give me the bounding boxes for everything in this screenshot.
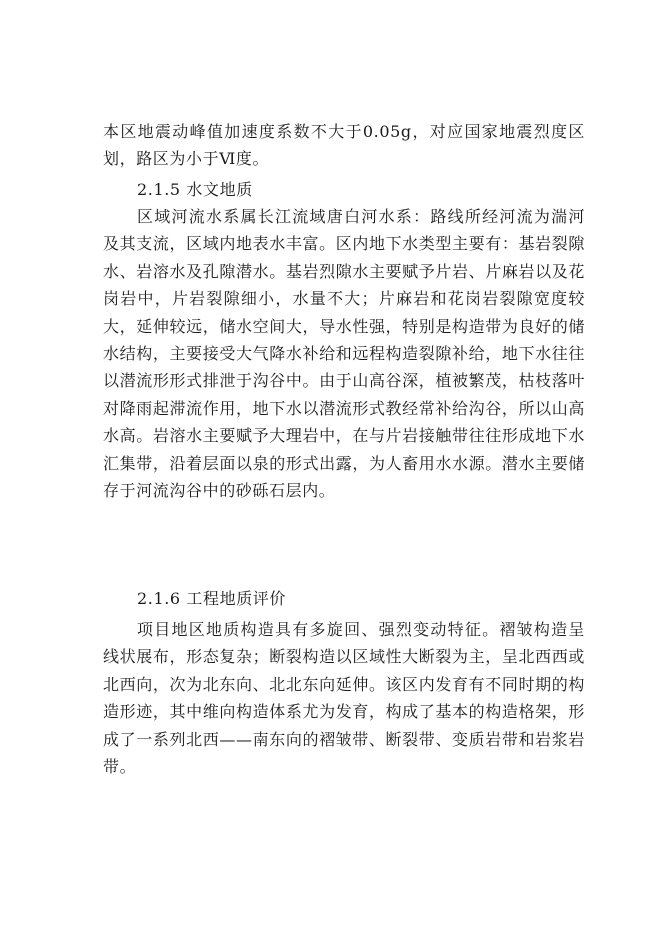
paragraph-hydrogeology: 区域河流水系属长江流域唐白河水系：路线所经河流为湍河及其支流，区域内地表水丰富。区内地下水类型主要有：基岩裂隙水、岩溶水及孔隙潜水。基岩烈隙水主要赋予片岩、片麻岩以及花岗岩中，片岩裂隙细小，水量不大；片麻岩和花岗岩裂隙宽度较大，延伸较远，储水空间大，导水性强，特别是构造带为良好的储水结构，主要接受大气降水补给和远程构造裂隙补给，地下水往往以潜流形形式排泄于沟谷中。由于山高谷深，植被繁茂，枯枝落叶对降雨起滞流作用，地下水以潜流形式教经常补给沟谷，所以山高水高。岩溶水主要赋予大理岩中，在与片岩接触带往往形成地下水汇集带，沿着层面以泉的形式出露，为人畜用水水源。潜水主要储存于河流沟谷中的砂砾石层内。 — [103, 207, 585, 501]
paragraph-seismic: 本区地震动峰值加速度系数不大于0.05g，对应国家地震烈度区划，路区为小于Ⅵ度。 — [103, 122, 585, 169]
paragraph-engineering-geology: 项目地区地质构造具有多旋回、强烈变动特征。褶皱构造呈线状展布，形态复杂；断裂构造以区域性大断裂为主，呈北西西或北西向，次为北东向、北北东向延伸。该区内发育有不同时期的构造形迹，其中维向构造体系尤为发育，构成了基本的构造格架，形成了一系列北西——南东向的褶皱带、断裂带、变质岩带和岩浆岩带。 — [103, 620, 585, 777]
section-heading-hydrogeology: 2.1.5 水文地质 — [137, 180, 253, 199]
section-heading-engineering-geology: 2.1.6 工程地质评价 — [137, 589, 286, 608]
